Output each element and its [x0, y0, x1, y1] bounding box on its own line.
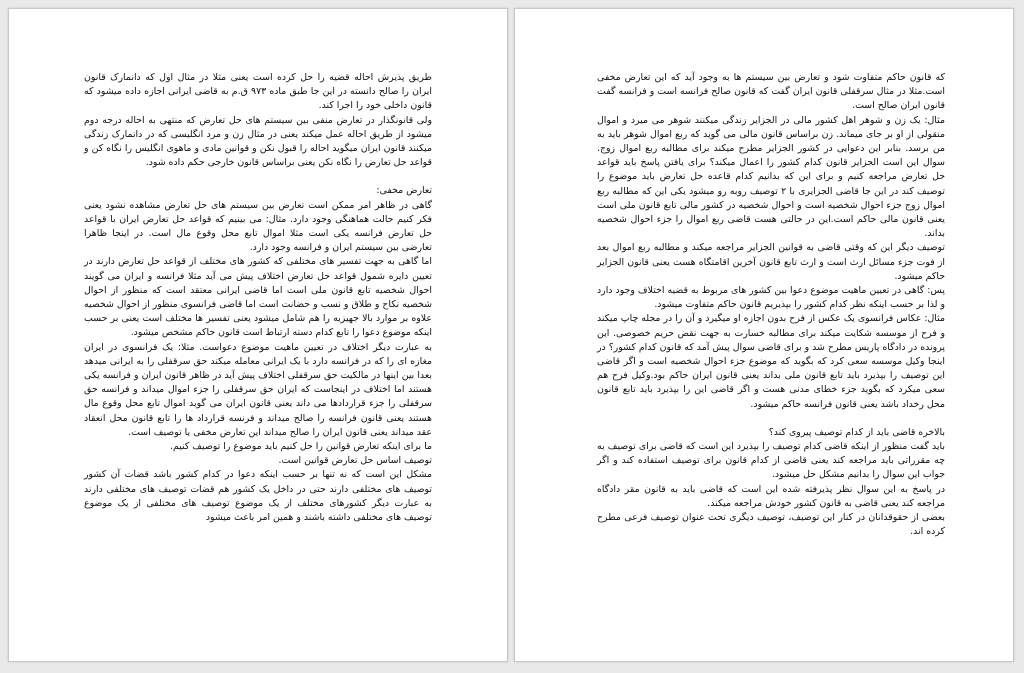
paragraph: مشکل این است که نه تنها بر حسب اینکه دعوا در کدام کشور باشد قضات آن کشور توصیف های مختلفی دارند حتی در داخل یک کشور هم قضات توصیف های مختلفی دارند به عبارت دیگر کشورهای مختلف از یک موضوع توصیف های مختلفی از یک موضوع توصیف های مختلفی داشته باشند و همین امر باعث میشود	[84, 469, 432, 524]
paragraph-gap	[84, 170, 432, 184]
paragraph: توصیف اساس حل تعارض قوانین است.	[278, 455, 432, 467]
paragraph: بالاخره قاضی باید از کدام توصیف پیروی کند؟	[768, 426, 945, 438]
document-page-left	[8, 8, 508, 662]
paragraph: پس: گاهی در تعیین ماهیت موضوع دعوا بین کشور های مربوط به قضیه اختلاف وجود دارد و لذا بر حسب اینکه نظر کدام کشور را بپذیریم قانون حاکم متفاوت میشود.	[597, 285, 945, 311]
paragraph: باید گفت منظور از اینکه قاضی کدام توصیف را بپذیرد این است که قاضی برای توصیف به چه مقرراتی باید مراجعه کند یعنی قاضی از کدام قانون برای توصیف استفاده کند و اگر جواب این سوال را بدانیم مشکل حل میشود.	[597, 441, 945, 481]
paragraph: توصیف دیگر این که وقتی قاضی به قوانین الجزایر مراجعه میکند و مطالبه ربع اموال بعد از فوت جزء مسائل ارث است و ارث تابع قانون آخرین اقامتگاه هست یعنی قانون الجزایر حاکم میشود.	[597, 242, 945, 282]
paragraph: اما گاهی به جهت تفسیر های مختلفی که کشور های مختلف از قواعد حل تعارض دارند در تعیین دایره شمول قواعد حل تعارض اختلاف پیش می آید مثلا فرانسه و ایران می گویند احوال شخصیه تابع قانون ملی است اما قاضی ایرانی معتقد است که منظور از احوال شخصیه نکاح و طلاق و نسب و حضانت است اما قاضی فرانسوی منظور از احوال شخصیه علاوه بر موارد بالا جهیزیه را هم شامل میشود یعنی تفسیر ها مختلف است یعنی بر حسب اینکه موضوع دعوا را تابع کدام دسته ارتباط است قانون حاکم مشخص میشود.	[84, 256, 432, 339]
paragraph: بعضی از حقوقدانان در کنار این توصیف، توصیف دیگری تحت عنوان توصیف فرعی مطرح کرده اند.	[597, 512, 945, 538]
paragraph: گاهی در ظاهر امر ممکن است تعارض بین سیستم های حل تعارض مشاهده نشود یعنی فکر کنیم حالت هماهنگی وجود دارد. مثال: می بینیم که قواعد حل تعارض ایران با قواعد حل تعارض فرانسه یکی است مثلا اموال تابع محل وقوع مال است. در اینجا ظاهرا تعارضی بین سیستم ایران و فرانسه وجود دارد.	[84, 199, 432, 254]
paragraph: طریق پذیرش احاله قضیه را حل کرده است یعنی مثلا در مثال اول که دانمارک قانون ایران را صالح دانسته در این جا طبق ماده ۹۷۳ ق.م به قاضی ایرانی اجازه داده میشود که قانون داخلی خود را اجرا کند.	[84, 72, 432, 112]
paragraph: که قانون حاکم متفاوت شود و تعارض بین سیستم ها به وجود آید که این تعارض مخفی است.مثلا در مثال سرقفلی قانون ایران گفت که قانون صالح فرانسه است و فرانسه گفت قانون ایران صالح است.	[597, 72, 945, 112]
paragraph-gap	[597, 412, 945, 426]
paragraph: ولی قانونگذار در تعارض منفی بین سیستم های حل تعارض که منتهی به احاله درجه دوم میشود از طریق احاله عمل میکند یعنی در مثال زن و مرد انگلیسی که در دانمارک زندگی میکنند قانون ایران میگوید احاله را قبول نکن و قوانین مادی و ماهوی انگلیس را نگاه کن و قواعد حل تعارض را نگاه نکن یعنی براساس قانون خارجی حکم داده شود.	[84, 114, 432, 169]
paragraph: در پاسخ به این سوال نظر پذیرفته شده این است که قاضی باید به قانون مقر دادگاه مراجعه کند یعنی قاضی به قانون کشور خودش مراجعه میکند.	[597, 483, 945, 509]
paragraph: ما برای اینکه تعارض قوانین را حل کنیم باید موضوع را توصیف کنیم.	[169, 441, 432, 453]
paragraph: تعارض مخفی:	[376, 185, 432, 197]
page-body-left	[84, 71, 432, 525]
paragraph: مثال: عکاس فرانسوی یک عکس از فرح بدون اجازه او میگیرد و آن را در مجله چاپ میکند و فرح از موسسه شکایت میکند برای مطالبه خسارت به جهت نقض حریم خصوصی. این پرونده در دادگاه پاریس مطرح شد و برای قاضی سوال پیش آمد که قانون کدام کشور؟ در اینجا وکیل موسسه سعی کرد که بگوید که موضوع جزء احوال شخصیه است و اگر قاضی این توصیف را بپذیرد باید تابع قانون ملی بداند یعنی قانون ایران حاکم بود.وکیل فرح هم سعی میکرد که بگوید جزء خطای مدنی هست و اگر قاضی این را بپذیرد باید تابع قانون محل رخداد باشد یعنی قانون فرانسه حاکم میشود.	[597, 313, 945, 410]
document-page-right	[514, 8, 1014, 662]
paragraph: به عبارت دیگر اختلاف در تعیین ماهیت موضوع دعواست. مثلا: یک فرانسوی در ایران مغازه ای را که در فرانسه دارد با یک ایرانی معامله میکند حق سرقفلی را به ایرانی میدهد بعدا بین اینها در مالکیت حق سرقفلی اختلاف پیش آید در ظاهر قانون ایران و فرانسه یکی هستند اما اختلاف در اینجاست که ایران حق سرقفلی را جزء اموال میداند و فرانسه حق سرقفلی را جزء قراردادها می داند یعنی قانون ایران می گوید اموال تابع محل وقوع مال هستند یعنی قانون فرانسه را صالح میداند و فرنسه قرارداد ها را تابع قانون محل انعقاد عقد میداند یعنی قانون ایران را صالح میداند این تعارض مخفی یا توصیف است.	[84, 341, 432, 438]
paragraph: مثال: یک زن و شوهر اهل کشور مالی در الجزایر زندگی میکنند شوهر می میرد و اموال منقولی از او بر جای میماند. زن براساس قانون مالی می گوید که ربع اموال شوهر باید به من برسد. بنابر این دعوایی در کشور الجزایر مطرح میکند برای مطالبه ربع اموال زوج. سوال این است الجزایر قانون کدام کشور را اعمال میکند؟ برای یافتن پاسخ باید قواعد حل تعارض مراجعه کنیم و برای این که بدانیم کدام قاعده حل تعارض باید موضوع را توصیف کند در این جا قاضی الجزایری با ۲ توصیف روبه رو میشود یکی این که مطالبه ربع اموال زوج جزء احوال شخصیه است و احوال شخصیه در کشور مالی تابع قانون ملی است یعنی قانون مالی حاکم است.این در حالتی هست قاضی ربع اموال را جزء احوال شخصیه بداند.	[597, 114, 945, 240]
page-body-right	[597, 71, 945, 540]
